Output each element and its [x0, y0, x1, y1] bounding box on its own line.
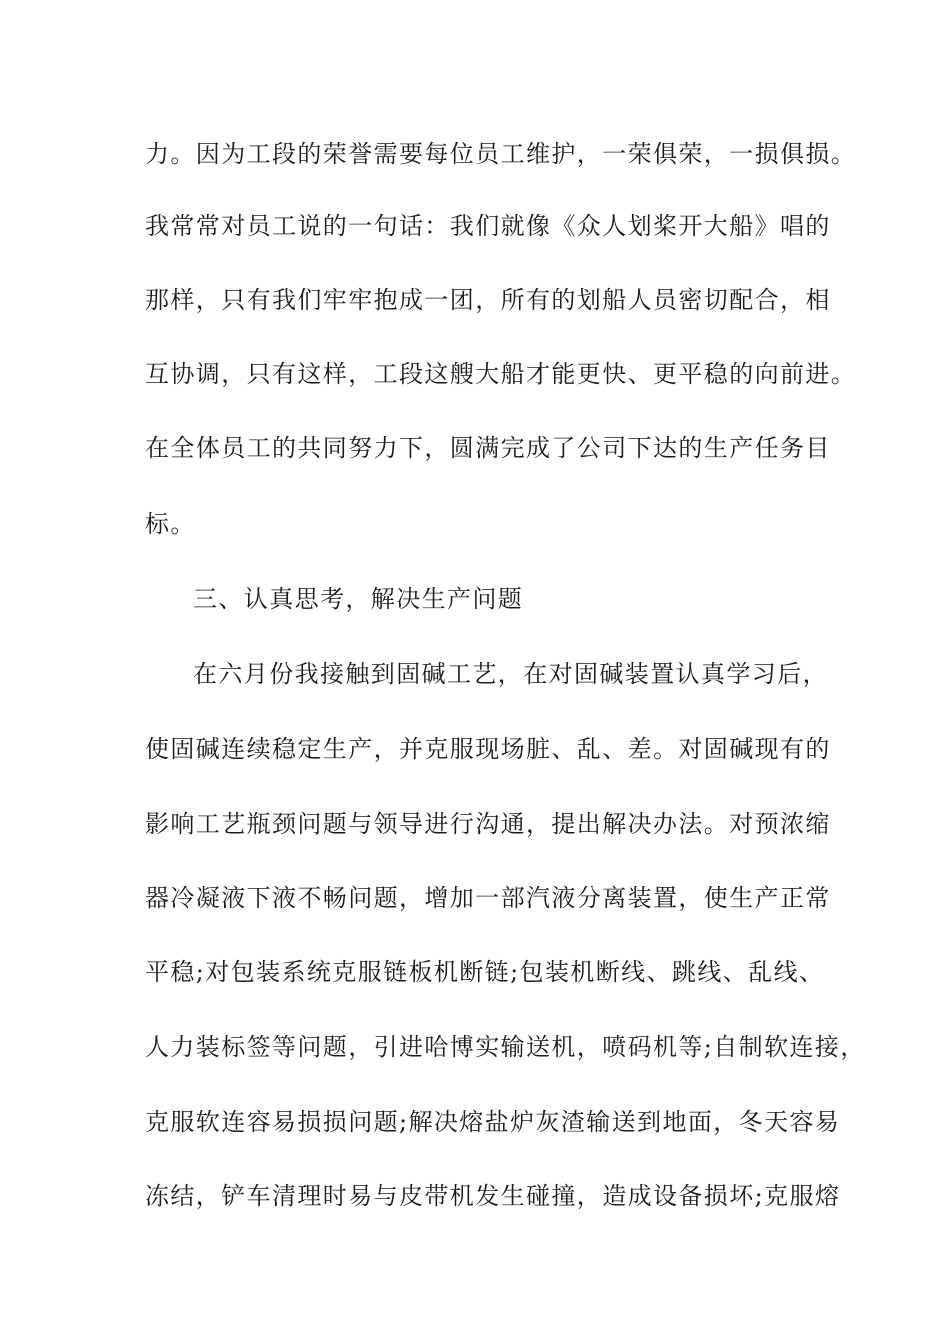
- paragraph-line: 影响工艺瓶颈问题与领导进行沟通，提出解决办法。对预浓缩: [145, 810, 831, 838]
- paragraph-line: 那样，只有我们牢牢抱成一团，所有的划船人员密切配合，相: [145, 286, 831, 314]
- paragraph-line: 人力装标签等问题，引进哈博实输送机，喷码机等;自制软连接，: [145, 1033, 866, 1061]
- paragraph-line: 互协调，只有这样，工段这艘大船才能更快、更平稳的向前进。: [145, 360, 857, 388]
- paragraph-line: 在六月份我接触到固碱工艺，在对固碱装置认真学习后，: [193, 660, 828, 688]
- paragraph-line: 平稳;对包装系统克服链板机断链;包装机断线、跳线、乱线、: [145, 958, 825, 986]
- paragraph-line: 使固碱连续稳定生产，并克服现场脏、乱、差。对固碱现有的: [145, 735, 831, 763]
- paragraph-line: 我常常对员工说的一句话：我们就像《众人划桨开大船》唱的: [145, 212, 831, 240]
- paragraph-line: 标。: [145, 510, 196, 538]
- paragraph-line: 冻结，铲车清理时易与皮带机发生碰撞，造成设备损坏;克服熔: [145, 1182, 841, 1210]
- paragraph-line: 克服软连容易损损问题;解决熔盐炉灰渣输送到地面，冬天容易: [145, 1108, 841, 1136]
- paragraph-line: 在全体员工的共同努力下，圆满完成了公司下达的生产任务目: [145, 434, 831, 462]
- paragraph-line: 力。因为工段的荣誉需要每位员工维护，一荣俱荣，一损俱损。: [145, 140, 857, 168]
- paragraph-line: 器冷凝液下液不畅问题，增加一部汽液分离装置，使生产正常: [145, 884, 831, 912]
- section-heading: 三、认真思考，解决生产问题: [193, 585, 524, 613]
